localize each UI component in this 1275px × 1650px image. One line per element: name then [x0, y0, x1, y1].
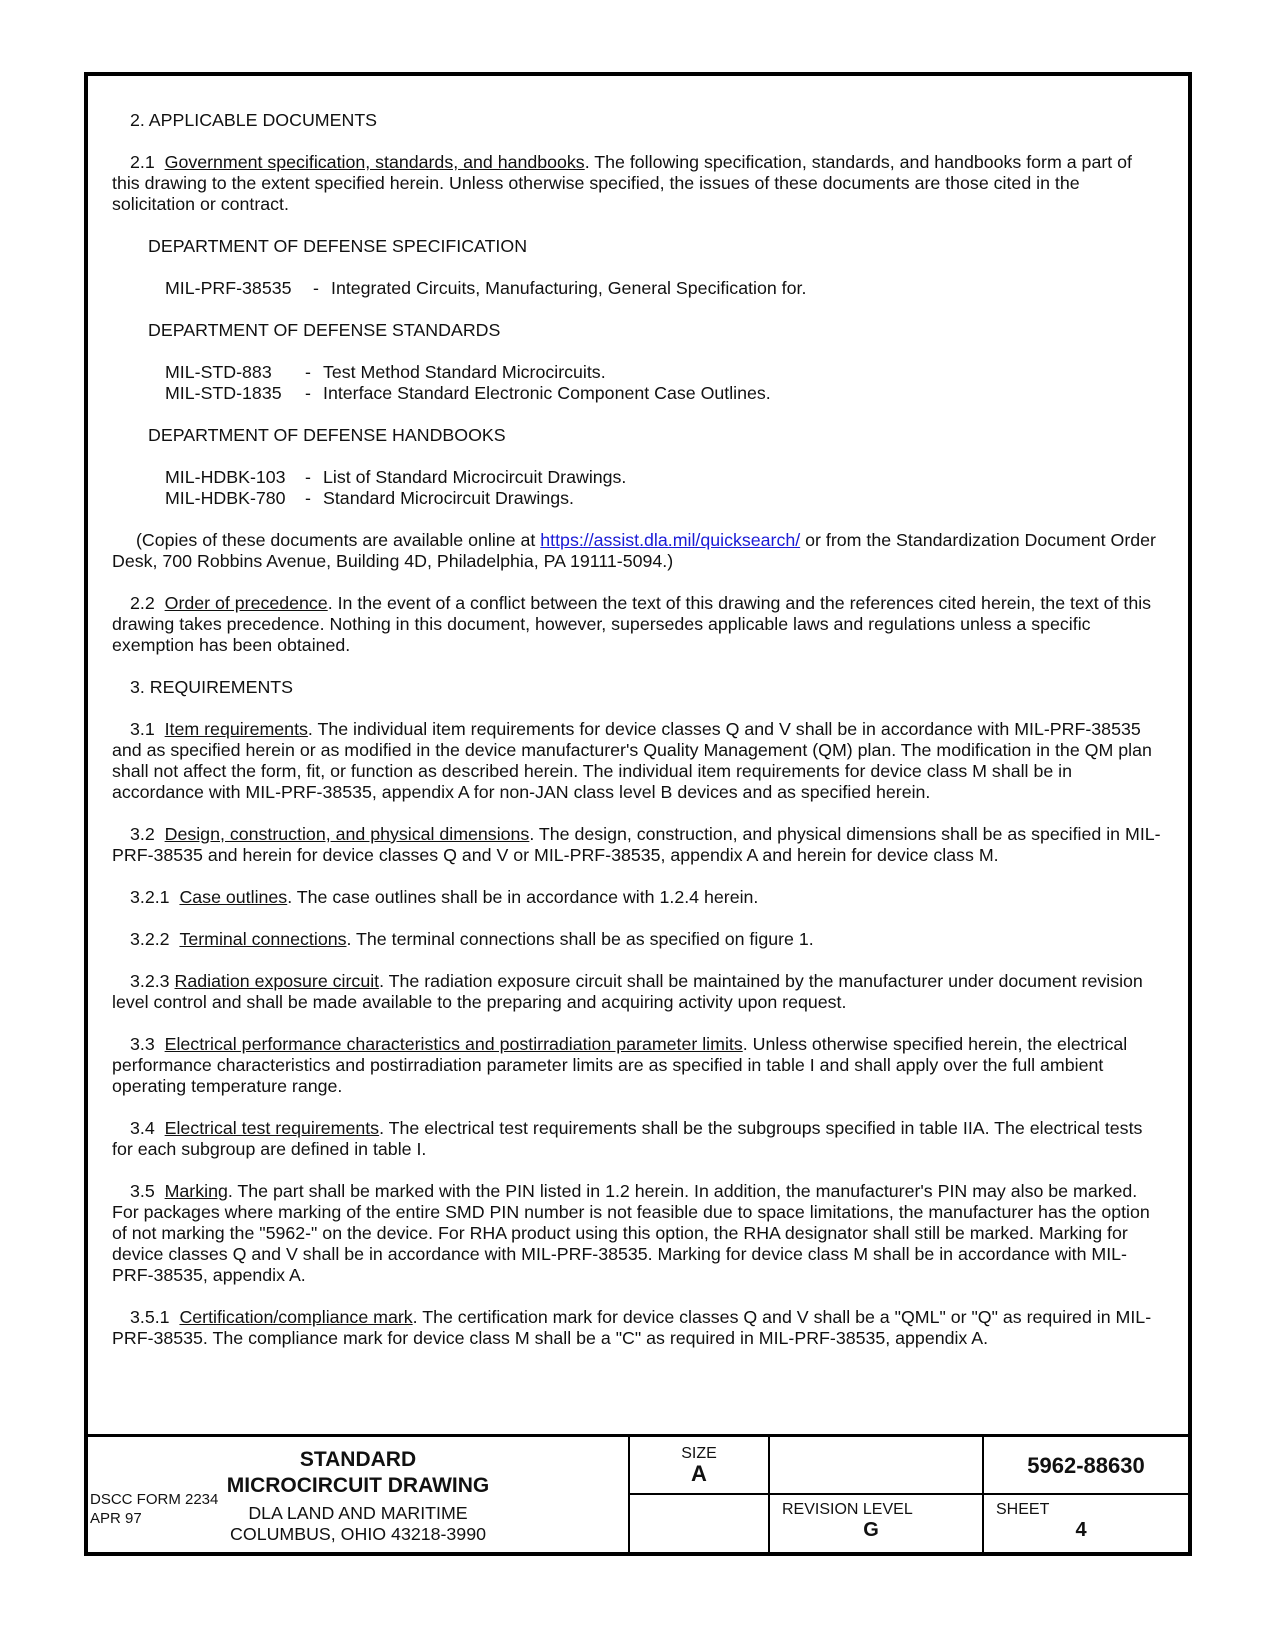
para-number: 3.1 [130, 719, 155, 739]
para-title: Electrical performance characteristics and postirradiation parameter limits [164, 1034, 743, 1054]
copies-pre: (Copies of these documents are available online at [136, 530, 541, 550]
handbook-desc: List of Standard Microcircuit Drawings. [323, 467, 627, 487]
para-number: 3.2.3 [130, 971, 170, 991]
para-3-5-1 [112, 1307, 1162, 1349]
para-title: Certification/compliance mark [179, 1307, 413, 1327]
para-number: 3.4 [130, 1118, 155, 1138]
para-3-3 [112, 1034, 1162, 1097]
para-number: 3.2 [130, 824, 155, 844]
handbook-dash: - [305, 467, 311, 487]
copies-note [112, 530, 1162, 572]
para-2-2-title: Order of precedence [164, 593, 328, 613]
title-line-1: STANDARD [299, 1448, 417, 1471]
handbooks-list [112, 467, 1162, 509]
para-2-1-number: 2.1 [130, 152, 155, 172]
para-3-2-3 [112, 971, 1162, 1013]
org-line-2: COLUMBUS, OHIO 43218-3990 [230, 1524, 486, 1544]
blank-cell [770, 1437, 984, 1495]
blank-cell [630, 1495, 770, 1552]
sheet-cell [984, 1495, 1188, 1552]
revision-label: REVISION LEVEL [782, 1501, 913, 1518]
revision-value: G [863, 1519, 879, 1541]
form-identifier [90, 1490, 218, 1528]
section-2-heading: 2. APPLICABLE DOCUMENTS [130, 110, 378, 130]
revision-cell [770, 1495, 984, 1552]
standard-dash: - [305, 383, 311, 403]
spec-dash: - [313, 278, 319, 298]
standard-desc: Test Method Standard Microcircuits. [323, 362, 606, 382]
form-date: APR 97 [90, 1510, 142, 1527]
standard-row [165, 383, 1162, 404]
para-title: Design, construction, and physical dimensions [164, 824, 530, 844]
handbook-desc: Standard Microcircuit Drawings. [323, 488, 574, 508]
para-3-2-2 [112, 929, 1162, 950]
para-title: Item requirements [164, 719, 308, 739]
para-title: Terminal connections [179, 929, 347, 949]
para-text: . The radiation exposure circuit shall be maintained by the manufacturer under document revision level control and shall be made available to the preparing and acquiring activity upon request. [112, 971, 1143, 1012]
para-text: . Unless otherwise specified herein, the electrical performance characteristics and postirradiation parameter limits are as specified in table I and shall apply over the full ambient operating temperature range. [112, 1034, 1128, 1096]
handbook-row [165, 467, 1162, 488]
standards-list [112, 362, 1162, 404]
para-3-5 [112, 1181, 1162, 1286]
para-2-2-text: . In the event of a conflict between the text of this drawing and the references cited herein, the text of this drawing takes precedence. Nothing in this document, however, supersedes applicable laws and regulations unless a specific exemption has been obtained. [112, 593, 1152, 655]
form-number: DSCC FORM 2234 [90, 1491, 219, 1508]
title-block [88, 1434, 1188, 1552]
sheet-value: 4 [1075, 1519, 1087, 1541]
spec-row [165, 278, 1162, 299]
standard-dash: - [305, 362, 311, 382]
drawing-number: 5962-88630 [984, 1437, 1188, 1495]
para-number: 3.3 [130, 1034, 155, 1054]
handbook-row [165, 488, 1162, 509]
handbook-id: MIL-HDBK-103 [165, 467, 286, 487]
para-text: . The electrical test requirements shall be the subgroups specified in table IIA. The electrical tests for each subgroup are defined in table I. [112, 1118, 1143, 1159]
para-number: 3.2.2 [130, 929, 170, 949]
para-text: . The design, construction, and physical dimensions shall be as specified in MIL-PRF-38535 and herein for device classes Q and V or MIL-PRF-38535, appendix A and herein for device class M. [112, 824, 1161, 865]
para-2-1 [112, 152, 1162, 215]
para-2-1-text: . The following specification, standards, and handbooks form a part of this drawing to the extent specified herein. Unless otherwise specified, the issues of these documents are those cited in the solicitation or contract. [112, 152, 1132, 214]
size-label: SIZE [681, 1445, 717, 1462]
para-title: Case outlines [179, 887, 288, 907]
spec-list [112, 278, 1162, 299]
para-title: Marking [164, 1181, 228, 1201]
spec-desc: Integrated Circuits, Manufacturing, General Specification for. [331, 278, 807, 298]
size-cell [630, 1437, 770, 1495]
para-text: . The case outlines shall be in accordance with 1.2.4 herein. [287, 887, 759, 907]
handbook-id: MIL-HDBK-780 [165, 488, 286, 508]
para-3-4 [112, 1118, 1162, 1160]
para-number: 3.5 [130, 1181, 155, 1201]
standard-desc: Interface Standard Electronic Component Case Outlines. [323, 383, 771, 403]
standards-heading: DEPARTMENT OF DEFENSE STANDARDS [148, 320, 501, 340]
title-line-2: MICROCIRCUIT DRAWING [226, 1474, 490, 1497]
standard-id: MIL-STD-883 [165, 362, 272, 382]
document-body [112, 110, 1162, 1370]
para-title: Electrical test requirements [164, 1118, 380, 1138]
para-text: . The certification mark for device classes Q and V shall be a "QML" or "Q" as required in MIL-PRF-38535. The compliance mark for device class M shall be a "C" as required in MIL-PRF-38535, appendix A. [112, 1307, 1152, 1348]
para-text: . The part shall be marked with the PIN listed in 1.2 herein. In addition, the manufacturer's PIN may also be marked. For packages where marking of the entire SMD PIN number is not feasible due to space limitations, the manufacturer has the option of not marking the "5962-" on the device. For RHA product using this option, the RHA designator shall still be marked. Marking for device classes Q and V shall be in accordance with MIL-PRF-38535. Marking for device class M shall be in accordance with MIL-PRF-38535, appendix A. [112, 1181, 1150, 1285]
para-3-2 [112, 824, 1162, 866]
para-text: . The individual item requirements for device classes Q and V shall be in accordance with MIL-PRF-38535 and as specified herein or as modified in the device manufacturer's Quality Management (QM) plan. The modification in the QM plan shall not affect the form, fit, or function as described herein. The individual item requirements for device class M shall be in accordance with MIL-PRF-38535, appendix A for non-JAN class level B devices and as specified herein. [112, 719, 1152, 802]
para-title: Radiation exposure circuit [174, 971, 380, 991]
para-2-2-number: 2.2 [130, 593, 155, 613]
section-3-heading: 3. REQUIREMENTS [130, 677, 294, 697]
sheet-label: SHEET [996, 1501, 1050, 1518]
para-3-1 [112, 719, 1162, 803]
para-2-2 [112, 593, 1162, 656]
standard-id: MIL-STD-1835 [165, 383, 282, 403]
page-frame [84, 72, 1192, 1556]
para-text: . The terminal connections shall be as specified on figure 1. [346, 929, 814, 949]
para-number: 3.2.1 [130, 887, 170, 907]
size-value: A [691, 1461, 707, 1486]
assist-link[interactable]: https://assist.dla.mil/quicksearch/ [540, 530, 801, 550]
spec-id: MIL-PRF-38535 [165, 278, 292, 298]
org-line-1: DLA LAND AND MARITIME [248, 1503, 468, 1523]
copies-post: or from the Standardization Document Order Desk, 700 Robbins Avenue, Building 4D, Philadelphia, PA 19111-5094.) [112, 530, 1156, 571]
standard-row [165, 362, 1162, 383]
para-2-1-title: Government specification, standards, and handbooks [164, 152, 585, 172]
handbooks-heading: DEPARTMENT OF DEFENSE HANDBOOKS [148, 425, 506, 445]
para-number: 3.5.1 [130, 1307, 170, 1327]
spec-heading: DEPARTMENT OF DEFENSE SPECIFICATION [148, 236, 528, 256]
handbook-dash: - [305, 488, 311, 508]
para-3-2-1 [112, 887, 1162, 908]
